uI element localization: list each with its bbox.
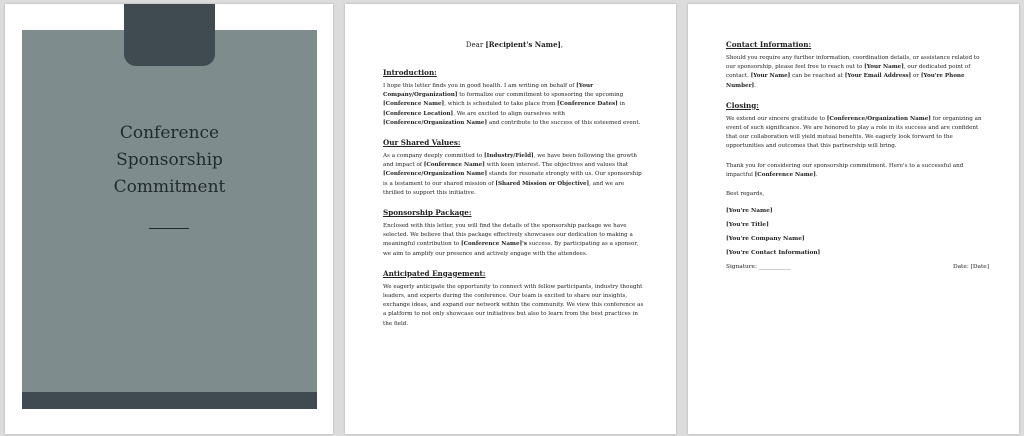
- recipient-name: [Recipient's Name]: [485, 40, 561, 49]
- placeholder-field: [Your Email Address]: [844, 73, 912, 80]
- placeholder-field: [Conference Name]: [423, 162, 485, 169]
- cover-title: [22, 120, 317, 201]
- placeholder-field: [Conference Name]'s: [460, 241, 528, 248]
- text-run: We extend our sincere gratitude to: [726, 115, 827, 122]
- paragraph-thanks: [726, 162, 989, 180]
- sender-contact: [You're Contact Information]: [726, 250, 821, 257]
- text-run: stands for resonate strongly with us. Our sponsorship is a testament to our shared mission of: [383, 171, 642, 187]
- paragraph-anticipated-engagement: [383, 283, 646, 329]
- text-run: , which is scheduled to take place from: [444, 101, 558, 108]
- placeholder-field: [Shared Mission or Objective]: [495, 180, 590, 187]
- cover-page: [5, 4, 333, 434]
- regards-line: Best regards,: [726, 191, 765, 198]
- text-run: , we have been following the growth and impact of: [383, 153, 637, 169]
- signoff-block: [726, 190, 989, 270]
- sender-title: [You're Title]: [726, 222, 769, 229]
- text-run: Thank you for considering our sponsorship commitment. Here's to a successful and impactful: [726, 162, 964, 178]
- text-run: for organizing an event of such significance. We are honored to play a role in its success and are confident that our collaboration will yield mutual benefits. We eagerly look forward to the opportunities and outcomes that this partnership will bring.: [726, 115, 982, 150]
- text-run: with keen interest. The objectives and values that: [484, 162, 629, 169]
- placeholder-field: [Conference Name]: [383, 101, 445, 108]
- text-run: to formalize our commitment to sponsoring the upcoming: [457, 92, 624, 99]
- cover-title-line: Sponsorship: [116, 150, 223, 170]
- paragraph-closing: [726, 115, 989, 152]
- paragraph-shared-values: [383, 152, 646, 198]
- cover-title-line: Conference: [119, 123, 220, 143]
- letter-page-1: [345, 4, 676, 434]
- text-run: I hope this letter finds you in good health. I am writing on behalf of: [383, 83, 577, 89]
- paragraph-contact-information: [726, 54, 989, 91]
- cover-divider: [149, 228, 189, 229]
- placeholder-field: [Your Name]: [864, 64, 904, 71]
- text-run: in: [617, 101, 625, 108]
- signature-row: [726, 264, 989, 270]
- placeholder-field: [Conference/Organization Name]: [826, 115, 931, 122]
- date-label: Date: [Date]: [952, 264, 989, 271]
- placeholder-field: [Your Company/Organization]: [383, 83, 594, 99]
- text-run: or: [911, 73, 921, 80]
- cover-title-line: Commitment: [113, 177, 226, 197]
- text-run: success. By participating as a sponsor, we aim to amplify our presence and actively engage with the attendees.: [383, 241, 639, 257]
- placeholder-field: [Conference Dates]: [557, 101, 618, 108]
- text-run: and contribute to the success of this esteemed event.: [487, 119, 641, 126]
- paragraph-introduction: [383, 82, 646, 128]
- section-heading-closing: Closing:: [726, 100, 759, 110]
- text-run: . We are excited to align ourselves with: [453, 110, 565, 117]
- sender-company: [You're Company Name]: [726, 236, 805, 243]
- text-run: We eagerly anticipate the opportunity to connect with fellow participants, industry thought leaders, and experts during the conference. Our team is excited to share our insights, exchange ideas, and expand our network within the community. We view this conference as a platform to not only showcase our initiatives but also to learn from the best practices in the field.: [383, 283, 644, 327]
- text-run: .: [754, 82, 756, 89]
- cover-tab: [124, 4, 215, 66]
- letter-body: [726, 40, 989, 270]
- section-heading-contact-information: Contact Information:: [726, 40, 812, 49]
- section-heading-introduction: Introduction:: [383, 68, 437, 77]
- text-run: Enclosed with this letter, you will find the details of the sponsorship package we have selected. We believe that this package effectively showcases our dedication to making a meaningful contribution to: [383, 223, 633, 248]
- text-run: Should you require any further information, coordination details, or assistance related to our sponsorship, please feel free to reach out to: [726, 55, 980, 71]
- cover-panel: [22, 30, 317, 403]
- salutation: [383, 40, 646, 49]
- placeholder-field: [Industry/Field]: [484, 153, 534, 160]
- letter-page-2: [688, 4, 1019, 434]
- cover-footer-band: [22, 392, 317, 409]
- salutation-prefix: Dear: [465, 41, 486, 49]
- letter-body: [383, 40, 646, 339]
- signature-label: Signature: ___________: [726, 264, 791, 271]
- text-run: , our dedicated point of contact.: [726, 64, 971, 80]
- section-heading-anticipated-engagement: Anticipated Engagement:: [383, 268, 486, 278]
- text-run: .: [815, 171, 818, 178]
- placeholder-field: [Conference Location]: [383, 110, 454, 117]
- placeholder-field: [Conference/Organization Name]: [383, 171, 488, 178]
- placeholder-field: [Your Name]: [750, 73, 791, 80]
- section-heading-shared-values: Our Shared Values:: [383, 138, 461, 148]
- sender-name: [You're Name]: [726, 208, 773, 215]
- placeholder-field: [You're Phone Number]: [726, 73, 965, 89]
- text-run: , and we are thrilled to support this initiative.: [383, 180, 625, 196]
- text-run: As a company deeply committed to: [383, 153, 485, 160]
- paragraph-sponsorship-package: [383, 222, 646, 259]
- placeholder-field: [Conference/Organization Name]: [383, 119, 488, 126]
- placeholder-field: [Conference Name]: [754, 171, 816, 178]
- text-run: can be reached at: [790, 73, 845, 80]
- section-heading-sponsorship-package: Sponsorship Package:: [383, 208, 472, 218]
- salutation-suffix: ,: [560, 41, 564, 49]
